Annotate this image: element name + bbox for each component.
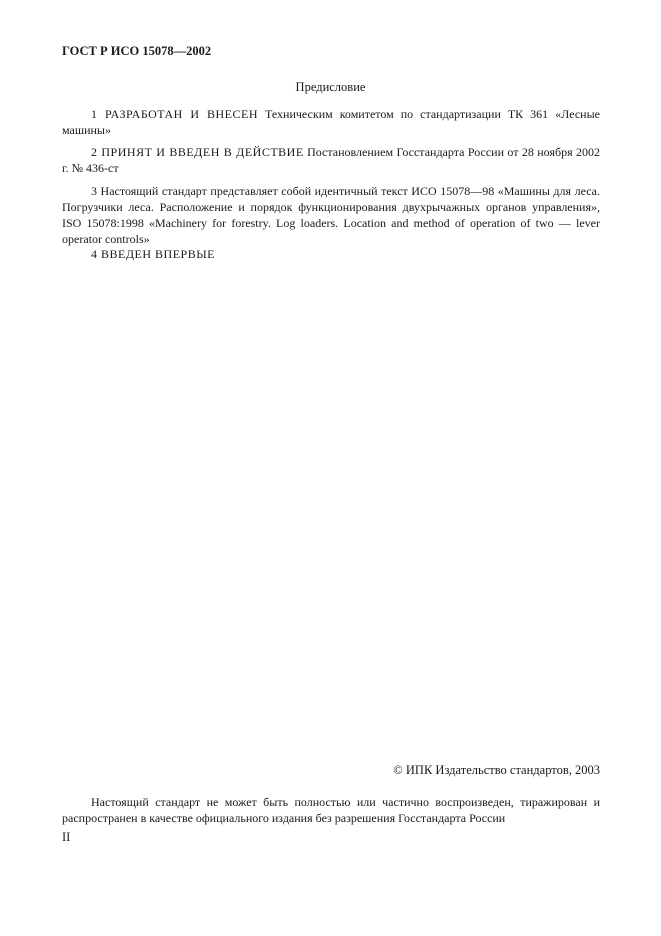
copyright-line: © ИПК Издательство стандартов, 2003 — [393, 763, 600, 777]
section-title: Предисловие — [295, 80, 366, 94]
paragraph-2-lead: 2 ПРИНЯТ И ВВЕДЕН В ДЕЙСТВИЕ — [91, 145, 304, 159]
paragraph-1-text: Техническим комитетом по стандартизации ТК 361 «Лесные машины» — [62, 107, 600, 137]
page-number: II — [62, 830, 71, 844]
paragraph-4-lead: 4 ВВЕДЕН ВПЕРВЫЕ — [91, 247, 215, 261]
reproduction-notice: Настоящий стандарт не может быть полностью или частично воспроизведен, тиражирован и распространен в качестве официального издания без разрешения Госстандарта России — [62, 795, 600, 825]
paragraph-4 — [62, 246, 600, 262]
paragraph-3-lead: 3 — [91, 184, 97, 198]
paragraph-3-text: Настоящий стандарт представляет собой идентичный текст ИСО 15078—98 «Машины для леса. Погрузчики леса. Расположение и порядок функционирования двухрычажных органов управления», ISO 15078:1998 «Machinery for forestry. Log loaders. Location and method of operation of two — lever operator controls» — [62, 184, 600, 246]
paragraph-2 — [62, 144, 600, 176]
paragraph-1-lead: 1 РАЗРАБОТАН И ВНЕСЕН — [91, 107, 258, 121]
paragraph-2-text: Постановлением Госстандарта России от 28 ноября 2002 г. № 436-ст — [62, 145, 600, 175]
document-header: ГОСТ Р ИСО 15078—2002 — [62, 44, 212, 58]
paragraph-3 — [62, 183, 600, 247]
paragraph-1 — [62, 106, 600, 138]
